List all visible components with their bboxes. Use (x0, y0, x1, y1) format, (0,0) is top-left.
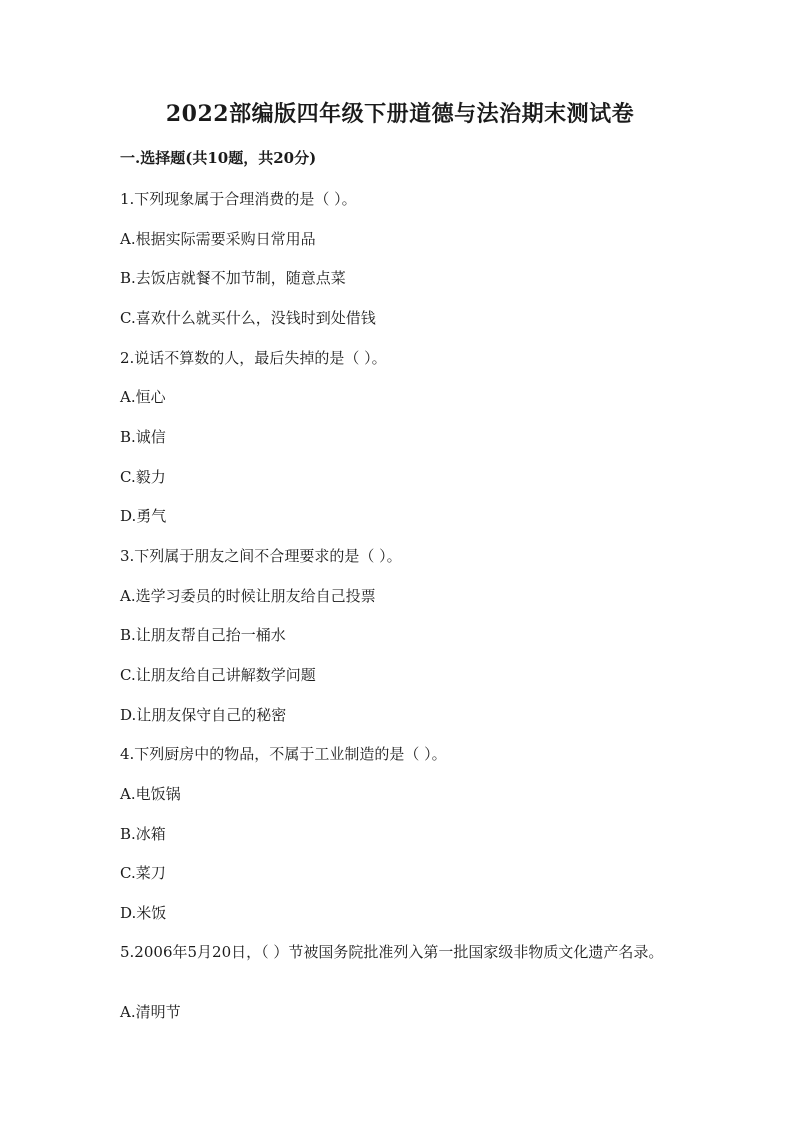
answer-option: B.让朋友帮自己抬一桶水 (120, 626, 286, 644)
question-stem: 4.下列厨房中的物品，不属于工业制造的是（ ）。 (120, 745, 447, 763)
answer-option: A.电饭锅 (120, 785, 181, 803)
page-title: 2022部编版四年级下册道德与法治期末测试卷 (165, 101, 635, 127)
answer-option: A.根据实际需要采购日常用品 (120, 230, 316, 248)
answer-option: D.让朋友保守自己的秘密 (120, 706, 287, 724)
answer-option: B.冰箱 (120, 825, 166, 843)
answer-option: D.米饭 (120, 904, 167, 922)
answer-option: C.菜刀 (120, 864, 166, 882)
question-stem: 3.下列属于朋友之间不合理要求的是（ ）。 (120, 547, 402, 565)
answer-option: B.去饭店就餐不加节制，随意点菜 (120, 269, 346, 287)
question-stem: 2.说话不算数的人，最后失掉的是（ ）。 (120, 349, 387, 367)
answer-option: B.诚信 (120, 428, 166, 446)
answer-option: D.勇气 (120, 507, 167, 525)
answer-option: C.毅力 (120, 468, 166, 486)
answer-option: A.清明节 (120, 1003, 181, 1021)
answer-option: C.喜欢什么就买什么，没钱时到处借钱 (120, 309, 376, 327)
answer-option: A.选学习委员的时候让朋友给自己投票 (120, 587, 376, 605)
question-stem: 1.下列现象属于合理消费的是（ ）。 (120, 190, 357, 208)
question-stem: 5.2006年5月20日，（ ）节被国务院批准列入第一批国家级非物质文化遗产名录。 (120, 943, 664, 961)
answer-option: A.恒心 (120, 388, 166, 406)
answer-option: C.让朋友给自己讲解数学问题 (120, 666, 316, 684)
section-heading: 一.选择题(共10题，共20分) (120, 149, 317, 167)
